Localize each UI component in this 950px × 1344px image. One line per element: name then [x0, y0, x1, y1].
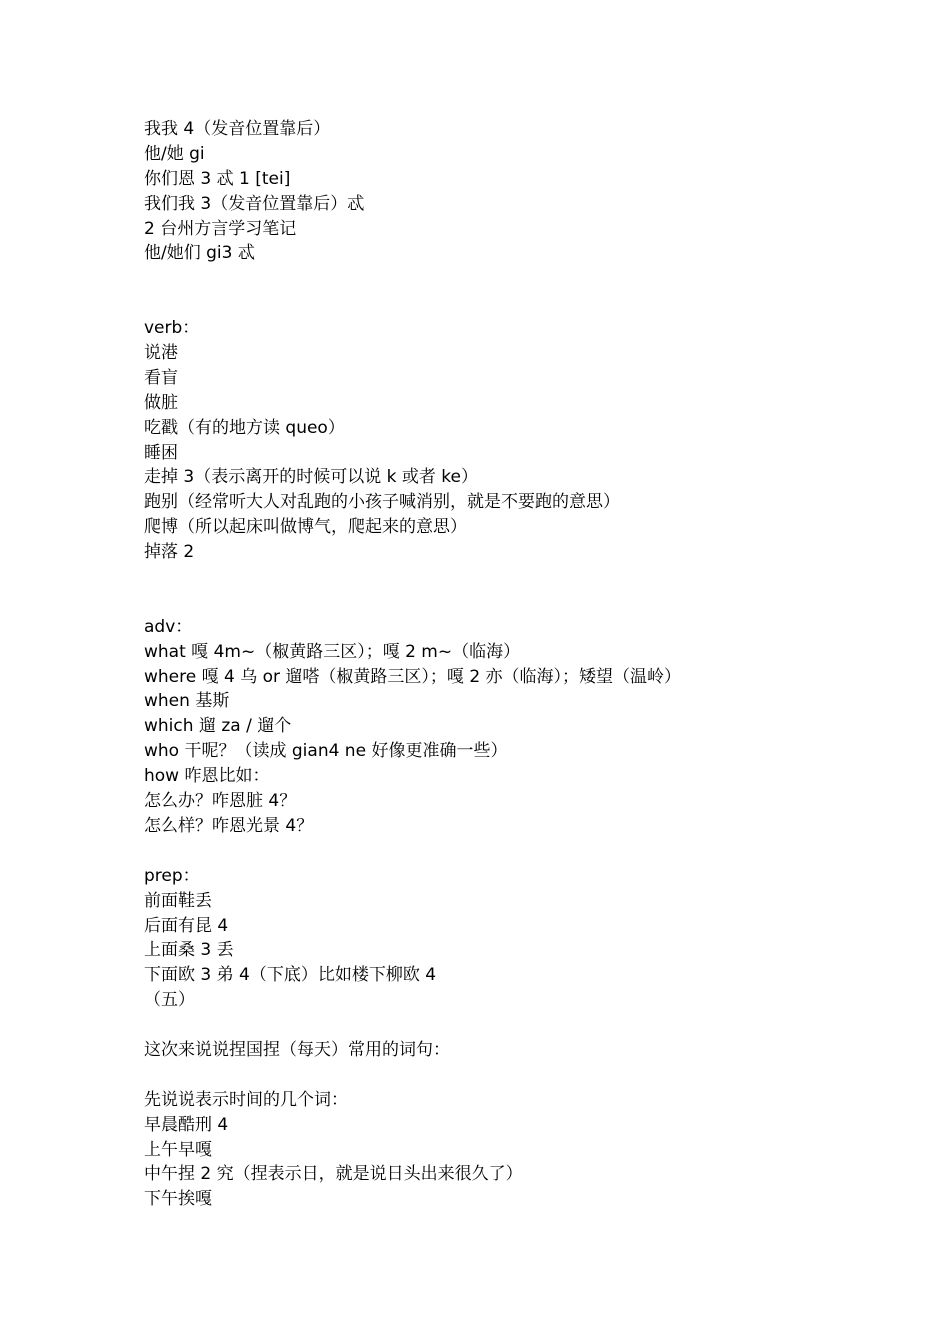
text-line: 看盲: [144, 367, 178, 388]
pronoun-section: [144, 117, 924, 266]
text-line: 早晨酷刑 4: [144, 1114, 229, 1135]
section-heading: adv：: [144, 616, 193, 637]
text-line: 走掉 3（表示离开的时候可以说 k 或者 ke）: [144, 467, 478, 488]
spacer: [144, 1063, 924, 1088]
spacer: [144, 565, 924, 590]
document-body: [144, 117, 924, 1212]
text-line: who 干呢？（读成 gian4 ne 好像更准确一些）: [144, 741, 508, 762]
text-line: 睡困: [144, 442, 178, 463]
text-line: 上面桑 3 丢: [144, 940, 234, 961]
text-line: 中午捏 2 究（捏表示日，就是说日头出来很久了）: [144, 1164, 523, 1185]
text-line: 我我 4（发音位置靠后）: [144, 119, 331, 139]
spacer: [144, 291, 924, 316]
text-line: where 嘎 4 乌 or 遛嗒（椒黄路三区）；嘎 2 亦（临海）；矮望（温岭）: [144, 666, 682, 687]
verb-section: [144, 316, 924, 565]
text-line: 说港: [144, 343, 178, 364]
spacer: [144, 839, 924, 864]
text-line: 下午挨嘎: [144, 1189, 212, 1210]
text-line: 掉落 2: [144, 542, 195, 563]
text-line: 他/她 gi: [144, 143, 205, 164]
text-line: 上午早嘎: [144, 1139, 212, 1160]
text-line: （五）: [144, 990, 195, 1011]
text-line: 前面鞋丢: [144, 890, 212, 911]
section-heading: prep：: [144, 865, 200, 886]
spacer: [144, 590, 924, 615]
text-line: what 嘎 4m~（椒黄路三区）；嘎 2 m~（临海）: [144, 641, 521, 662]
text-line: 后面有昆 4: [144, 915, 229, 936]
text-line: 下面欧 3 弟 4（下底）比如楼下柳欧 4: [144, 965, 437, 986]
page-header-text: 2 台州方言学习笔记: [144, 218, 297, 239]
section-intro: 这次来说说捏国捏（每天）常用的词句：: [144, 1039, 450, 1060]
spacer: [144, 1013, 924, 1038]
daily-phrases-section: [144, 1038, 924, 1212]
prep-section: [144, 864, 924, 1013]
text-line: how 咋恩比如：: [144, 766, 270, 787]
text-line: 做脏: [144, 392, 178, 413]
text-line: 吃戳（有的地方读 queo）: [144, 417, 345, 438]
text-line: which 遛 za / 遛个: [144, 716, 292, 737]
text-line: 爬博（所以起床叫做博气，爬起来的意思）: [144, 517, 467, 538]
spacer: [144, 266, 924, 291]
adv-section: [144, 615, 924, 839]
text-line: 怎么办？咋恩脏 4？: [144, 791, 297, 812]
text-line: 跑别（经常听大人对乱跑的小孩子喊消别，就是不要跑的意思）: [144, 492, 620, 513]
text-line: when 基斯: [144, 691, 230, 712]
section-heading: 先说说表示时间的几个词：: [144, 1089, 348, 1110]
text-line: 他/她们 gi3 忒: [144, 243, 255, 264]
text-line: 你们恩 3 忒 1 [tei]: [144, 168, 291, 189]
section-heading: verb：: [144, 318, 200, 339]
text-line: 我们我 3（发音位置靠后）忒: [144, 193, 365, 214]
text-line: 怎么样？咋恩光景 4？: [144, 815, 314, 836]
